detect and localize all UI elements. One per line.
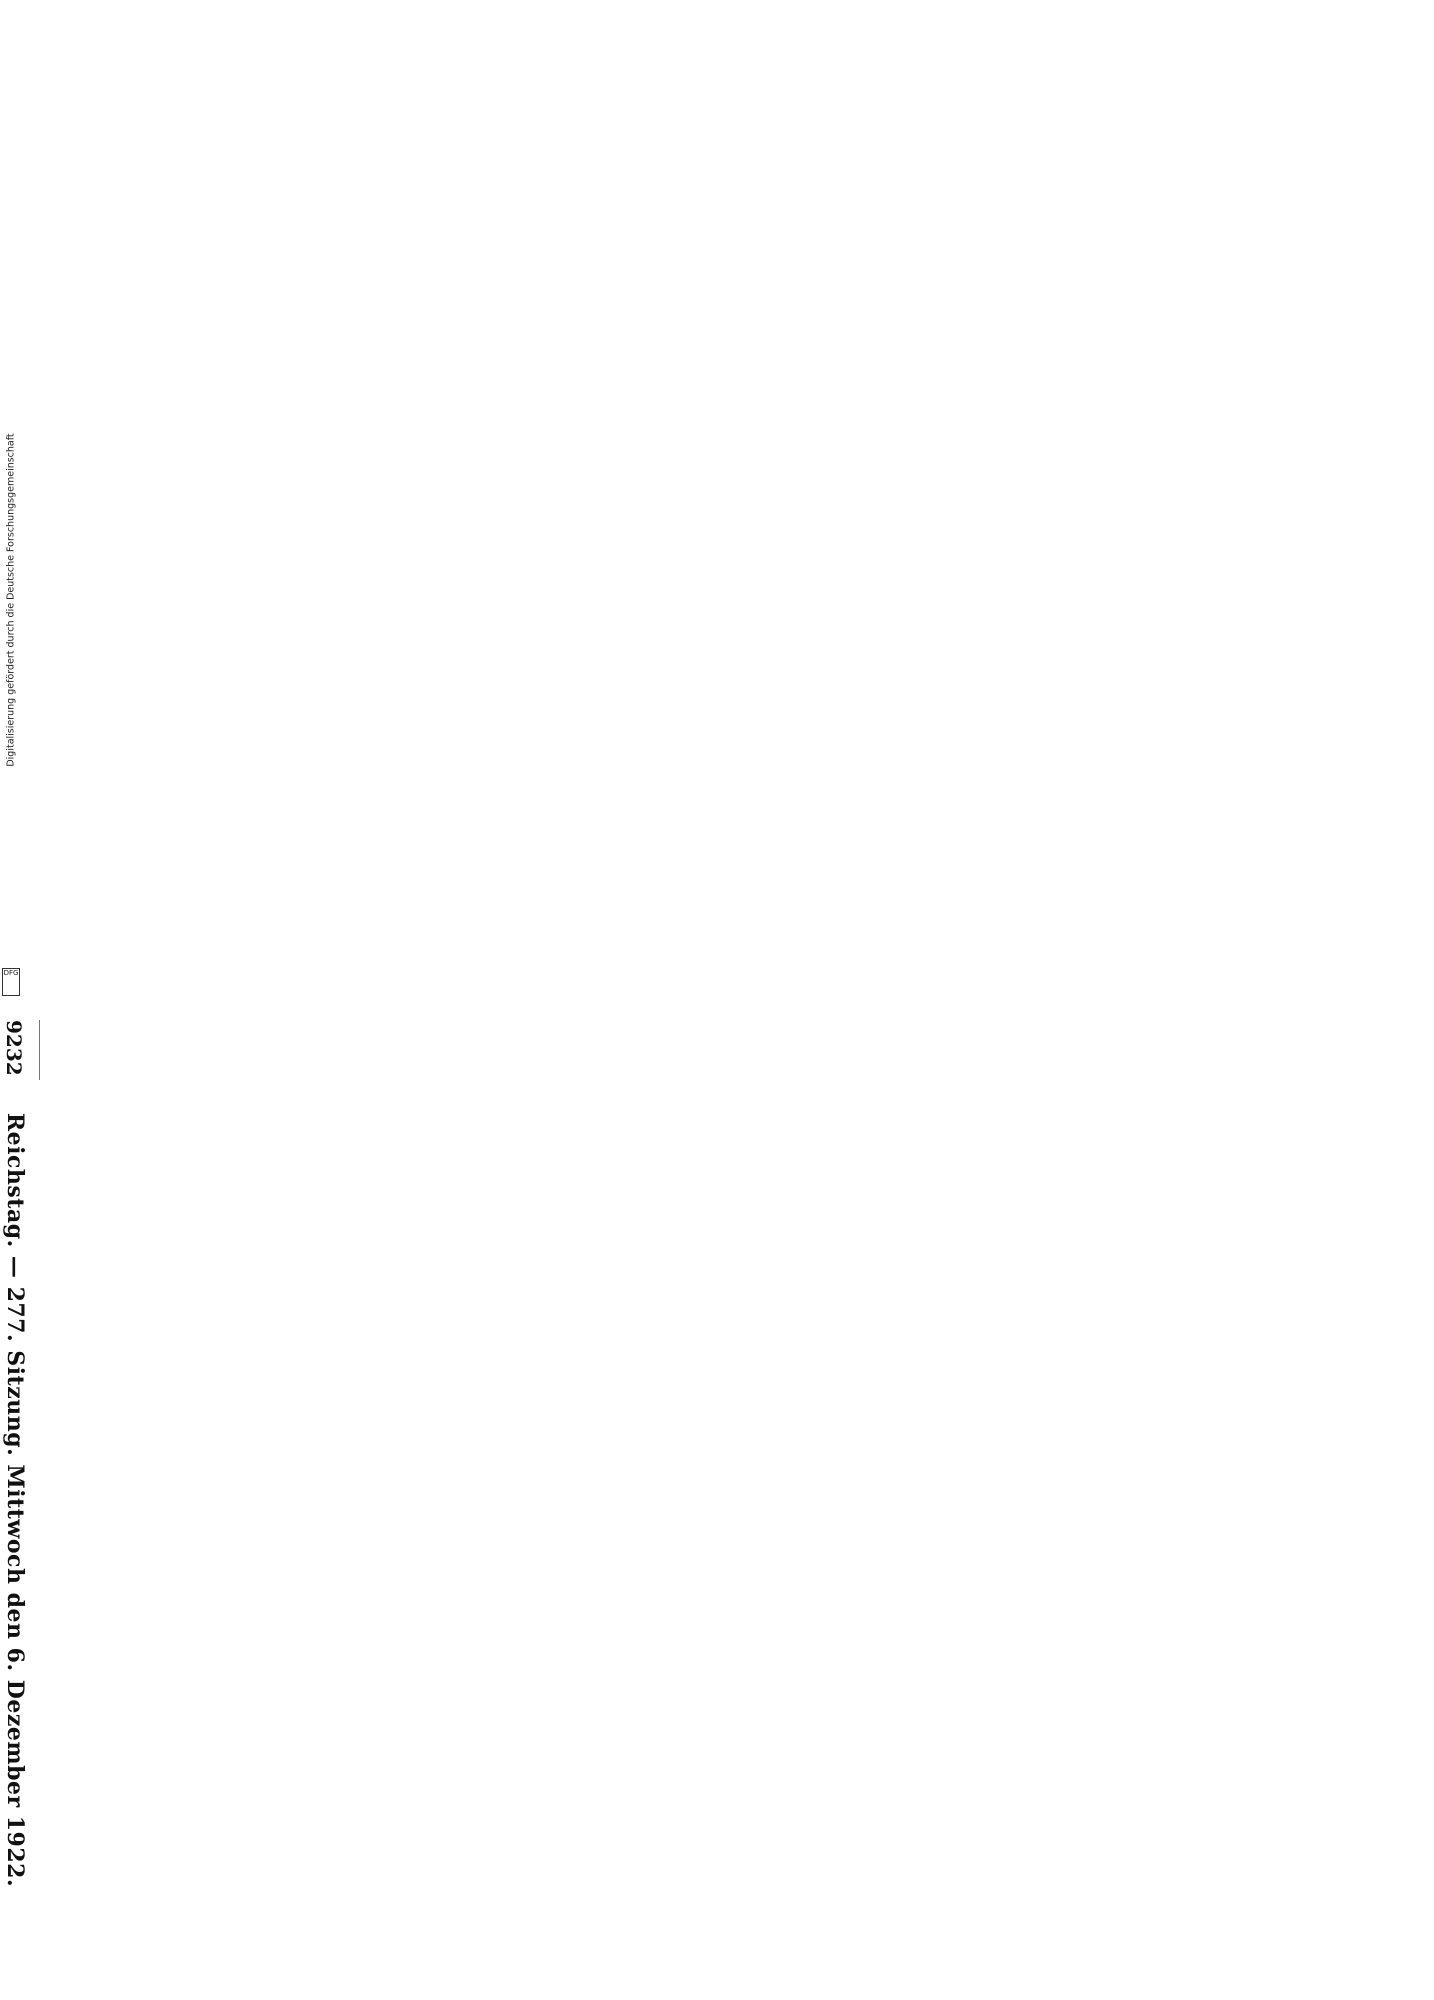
page-header	[0, 1020, 30, 1980]
digitization-note	[0, 0, 22, 1000]
dfg-logo-text: DFG	[3, 969, 19, 977]
scan-edge-line	[39, 1020, 40, 1080]
page-title: Reichstag. — 277. Sitzung. Mittwoch den 6. Dezember 1922.	[2, 1112, 28, 1888]
dfg-logo	[2, 968, 20, 996]
digitization-note-text: Digitalisierung gefördert durch die Deutsche Forschungsgemeinschaft	[5, 433, 17, 767]
page-number: 9232	[2, 1020, 26, 1076]
rotated-sheet	[0, 1000, 50, 2000]
